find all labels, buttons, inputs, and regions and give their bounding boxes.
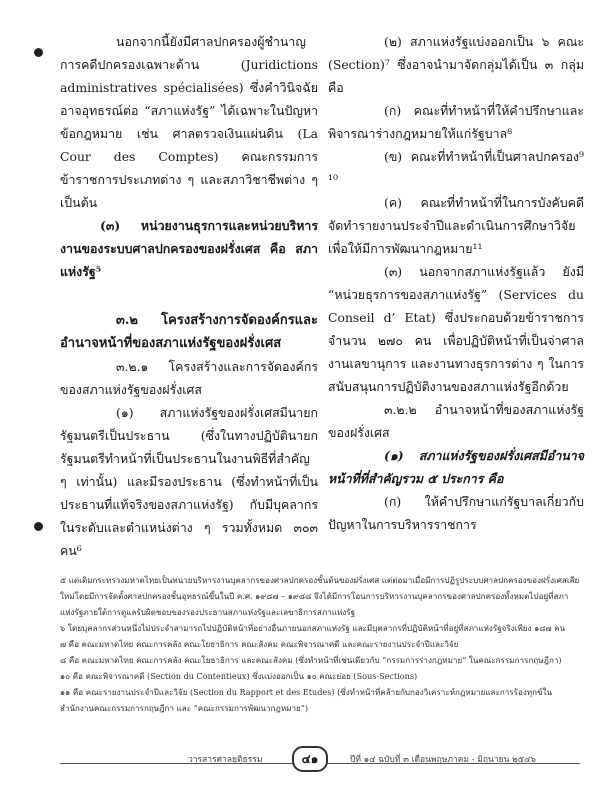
- punch-hole: [34, 48, 43, 57]
- subsection-heading: ๓.๒.๒ อำนาจหน้าที่ของสภาแห่งรัฐของฝรั่งเศส: [328, 402, 584, 440]
- paragraph: (ค) คณะที่ทำหน้าที่ในการบังคับคดี จัดทำรายงานประจำปีและดำเนินการศึกษาวิจัยเพื่อให้มีการพัฒนากฎหมาย¹¹: [328, 195, 584, 256]
- paragraph: (ก) ให้คำปรึกษาแก่รัฐบาลเกี่ยวกับปัญหาในการบริหารราชการ: [328, 494, 584, 532]
- paragraph: (๒) สภาแห่งรัฐแบ่งออกเป็น ๖ คณะ (Section)⁷ ซึ่งอาจนำมาจัดกลุ่มได้เป็น ๓ กลุ่ม คือ: [328, 34, 584, 95]
- section-heading: ๓.๒ โครงสร้างการจัดองค์กรและอำนาจหน้าที่ของสภาแห่งรัฐของฝรั่งเศส: [60, 313, 318, 351]
- footnote: ๖ โดยบุคลากรส่วนหนึ่งไม่ประจำสามารถไปปฏิบัติหน้าที่อย่างอื่นภายนอกสภาแห่งรัฐ และมีบุคลากรที่ปฏิบัติหน้าที่อยู่ที่สภาแห่งรัฐจริงเพียง ๑๘๗ คน: [60, 623, 566, 633]
- footnote: ๑๐ คือ คณะพิจารณาคดี (Section du Contentieux) ซึ่งแบ่งออกเป็น ๑๐ คณะย่อย (Sous-Sections): [60, 671, 418, 681]
- paragraph: (ข) คณะที่ทำหน้าที่เป็นศาลปกครอง⁹ ¹⁰: [328, 149, 584, 187]
- issue-info: ปีที่ ๑๔ ฉบับที่ ๓ เดือนพฤษภาคม - มิถุนายน ๒๕๔๖: [350, 755, 536, 765]
- page-number: ๔๑: [292, 746, 328, 772]
- footnote: ๑๑ คือ คณะรายงานประจำปีและวิจัย (Section du Rapport et des Etudes) (ซึ่งทำหน้าที่คล้ายกับกองวิเคราะห์กฎหมายและการร้องทุกข์ในสำนักงานคณะกรรมการกฤษฎีกา และ “คณะกรรมการพัฒนากฎหมาย”): [60, 687, 553, 713]
- journal-name: วารสารศาลยุติธรรม: [188, 755, 263, 765]
- paragraph: (๓) หน่วยงานธุรการและหน่วยบริหารงานของระบบศาลปกครองของฝรั่งเศส คือ สภาแห่งรัฐ⁵: [60, 218, 318, 279]
- left-column: [60, 30, 318, 562]
- paragraph: (ก) คณะที่ทำหน้าที่ให้คำปรึกษาและพิจารณาร่างกฎหมายให้แก่รัฐบาล⁸: [328, 103, 584, 141]
- footnote: ๗ คือ คณะมหาดไทย คณะการคลัง คณะโยธาธิการ คณะสังคม คณะพิจารณาคดี และคณะรายงานประจำปีและวิจัย: [60, 639, 459, 649]
- spacer: [60, 283, 318, 307]
- paragraph: นอกจากนี้ยังมีศาลปกครองผู้ชำนาญการคดีปกครองเฉพาะด้าน (Juridictions administratives spécialisées) ซึ่งคำวินิจฉัยอาจอุทธรณ์ต่อ “สภาแห่งรัฐ” ได้เฉพาะในปัญหาข้อกฎหมาย เช่น ศาลตรวจเงินแผ่นดิน (La Cour des Comptes) คณะกรรมการข้าราชการประเภทต่าง ๆ และสภาวิชาชีพต่าง ๆ เป็นต้น: [60, 34, 318, 210]
- footnote: ๕ แต่เดิมกระทรวงมหาดไทยเป็นหน่วยบริหารงานบุคลากรของศาลปกครองชั้นต้นของฝรั่งเศส แต่ต่อมาเมื่อมีการปฏิรูประบบศาลปกครองของฝรั่งเศสเสียใหม่โดยมีการจัดตั้งศาลปกครองชั้นอุทธรณ์ขึ้นในปี ค.ศ. ๑๙๘๗ – ๑๙๘๘ จึงได้มีการโอนการบริหารงานบุคลากรของศาลปกครองทั้งหมดไปอยู่ที่สภาแห่งรัฐภายใต้การดูแลรับผิดชอบของรองประธานสภาแห่งรัฐและเลขาธิการสภาแห่งรัฐ: [60, 575, 580, 617]
- paragraph: (๑) สภาแห่งรัฐของฝรั่งเศสมีนายกรัฐมนตรีเป็นประธาน (ซึ่งในทางปฏิบัตินายกรัฐมนตรีทำหน้าที่เป็นประธานในงานพิธีที่สำคัญ ๆ เท่านั้น) และมีรองประธาน (ซึ่งทำหน้าที่เป็นประธานที่แท้จริงของสภาแห่งรัฐ) กับมีบุคลากรในระดับและตำแหน่งต่าง ๆ รวมทั้งหมด ๓๐๓ คน⁶: [60, 405, 318, 558]
- page-footer: [60, 748, 580, 772]
- paragraph: (๑) สภาแห่งรัฐของฝรั่งเศสมีอำนาจหน้าที่ที่สำคัญรวม ๕ ประการ คือ: [328, 448, 584, 486]
- footnotes: [60, 572, 580, 716]
- footnote: ๘ คือ คณะมหาดไทย คณะการคลัง คณะโยธาธิการ และคณะสังคม (ซึ่งทำหน้าที่เช่นเดียวกับ “กรรมการร่างกฎหมาย” ในคณะกรรมการกฤษฎีกา): [60, 655, 562, 665]
- subsection-heading: ๓.๒.๑ โครงสร้างและการจัดองค์กรของสภาแห่งรัฐของฝรั่งเศส: [60, 359, 318, 397]
- punch-hole: [34, 522, 43, 531]
- paragraph: (๓) นอกจากสภาแห่งรัฐแล้ว ยังมี “หน่วยธุรการของสภาแห่งรัฐ” (Services du Conseil d’ Etat) ซึ่งประกอบด้วยข้าราชการจำนวน ๒๗๐ คน เพื่อปฏิบัติหน้าที่เป็นจ่าศาล งานเลขานุการ และงานทางธุรการต่าง ๆ ในการสนับสนุนการปฏิบัติงานของสภาแห่งรัฐอีกด้วย: [328, 264, 584, 394]
- right-column: [328, 30, 584, 536]
